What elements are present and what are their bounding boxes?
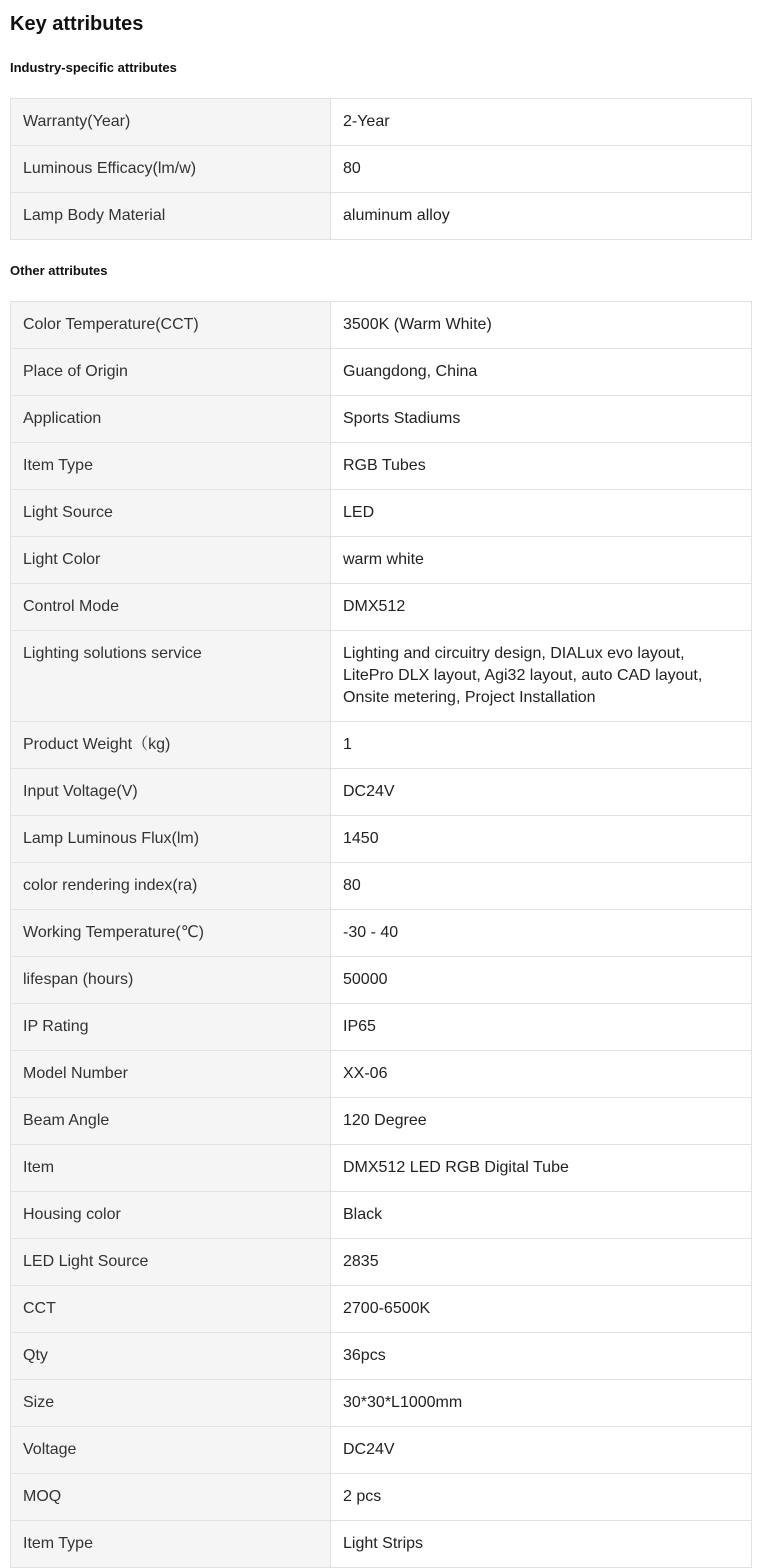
attribute-key: Beam Angle (11, 1098, 331, 1145)
attribute-key: Working Temperature(℃) (11, 910, 331, 957)
table-row (11, 537, 752, 584)
attribute-key: CCT (11, 1286, 331, 1333)
table-row (11, 1427, 752, 1474)
table-row (11, 957, 752, 1004)
table-row (11, 1286, 752, 1333)
table-row (11, 1145, 752, 1192)
table-row (11, 302, 752, 349)
attribute-key: Item Type (11, 443, 331, 490)
attribute-value: 2 pcs (331, 1474, 752, 1521)
table-row (11, 863, 752, 910)
attribute-value: Lighting and circuitry design, DIALux evo layout, LitePro DLX layout, Agi32 layout, auto CAD layout, Onsite metering, Project Installation (331, 631, 752, 722)
attribute-key: lifespan (hours) (11, 957, 331, 1004)
attribute-key: Light Color (11, 537, 331, 584)
attribute-key: Lamp Luminous Flux(lm) (11, 816, 331, 863)
attribute-key: Item (11, 1145, 331, 1192)
table-row (11, 722, 752, 769)
table-row (11, 1333, 752, 1380)
attribute-value: LED (331, 490, 752, 537)
attribute-value: -30 - 40 (331, 910, 752, 957)
attribute-key: Place of Origin (11, 349, 331, 396)
table-row (11, 1098, 752, 1145)
attribute-value: 120 Degree (331, 1098, 752, 1145)
attribute-value: Sports Stadiums (331, 396, 752, 443)
attribute-key: Control Mode (11, 584, 331, 631)
attribute-value: 80 (331, 146, 752, 193)
attribute-value: warm white (331, 537, 752, 584)
table-row (11, 584, 752, 631)
attribute-key: Input Voltage(V) (11, 769, 331, 816)
table-row (11, 490, 752, 537)
table-row (11, 146, 752, 193)
attribute-value: Guangdong, China (331, 349, 752, 396)
table-row (11, 1474, 752, 1521)
attribute-key: Model Number (11, 1051, 331, 1098)
attribute-value: Light Strips (331, 1521, 752, 1568)
attribute-value: XX-06 (331, 1051, 752, 1098)
attribute-value: 3500K (Warm White) (331, 302, 752, 349)
table-row (11, 816, 752, 863)
attribute-key: MOQ (11, 1474, 331, 1521)
table-row (11, 1004, 752, 1051)
attribute-value: Black (331, 1192, 752, 1239)
attribute-key: Application (11, 396, 331, 443)
attribute-key: Warranty(Year) (11, 99, 331, 146)
attribute-key: Light Source (11, 490, 331, 537)
table-row (11, 1380, 752, 1427)
table-row (11, 1521, 752, 1568)
attribute-value: 36pcs (331, 1333, 752, 1380)
attribute-value: 2835 (331, 1239, 752, 1286)
attribute-value: DMX512 LED RGB Digital Tube (331, 1145, 752, 1192)
industry-attributes-table (10, 98, 752, 240)
table-row (11, 443, 752, 490)
attribute-key: LED Light Source (11, 1239, 331, 1286)
industry-attributes-title: Industry-specific attributes (10, 60, 177, 75)
attribute-value: 80 (331, 863, 752, 910)
table-row (11, 1239, 752, 1286)
table-row (11, 910, 752, 957)
attribute-value: 2700-6500K (331, 1286, 752, 1333)
other-attributes-table (10, 301, 752, 1568)
attribute-key: Color Temperature(CCT) (11, 302, 331, 349)
attribute-value: RGB Tubes (331, 443, 752, 490)
attribute-value: 1450 (331, 816, 752, 863)
table-row (11, 769, 752, 816)
table-row (11, 349, 752, 396)
table-row (11, 193, 752, 240)
attribute-value: DC24V (331, 769, 752, 816)
attribute-key: color rendering index(ra) (11, 863, 331, 910)
attribute-value: DMX512 (331, 584, 752, 631)
attribute-value: IP65 (331, 1004, 752, 1051)
attribute-key: IP Rating (11, 1004, 331, 1051)
attribute-key: Luminous Efficacy(lm/w) (11, 146, 331, 193)
attribute-key: Item Type (11, 1521, 331, 1568)
attribute-value: DC24V (331, 1427, 752, 1474)
attribute-value: 2-Year (331, 99, 752, 146)
attribute-value: 1 (331, 722, 752, 769)
table-row (11, 1051, 752, 1098)
table-row (11, 99, 752, 146)
other-attributes-title: Other attributes (10, 263, 108, 278)
attribute-value: 50000 (331, 957, 752, 1004)
page-title: Key attributes (10, 13, 144, 35)
attribute-key: Qty (11, 1333, 331, 1380)
attribute-value: aluminum alloy (331, 193, 752, 240)
attribute-key: Lighting solutions service (11, 631, 331, 722)
attribute-value: 30*30*L1000mm (331, 1380, 752, 1427)
attribute-key: Housing color (11, 1192, 331, 1239)
table-row (11, 396, 752, 443)
table-row (11, 631, 752, 722)
attribute-key: Size (11, 1380, 331, 1427)
table-row (11, 1192, 752, 1239)
attribute-key: Product Weight（kg) (11, 722, 331, 769)
attribute-key: Lamp Body Material (11, 193, 331, 240)
attribute-key: Voltage (11, 1427, 331, 1474)
